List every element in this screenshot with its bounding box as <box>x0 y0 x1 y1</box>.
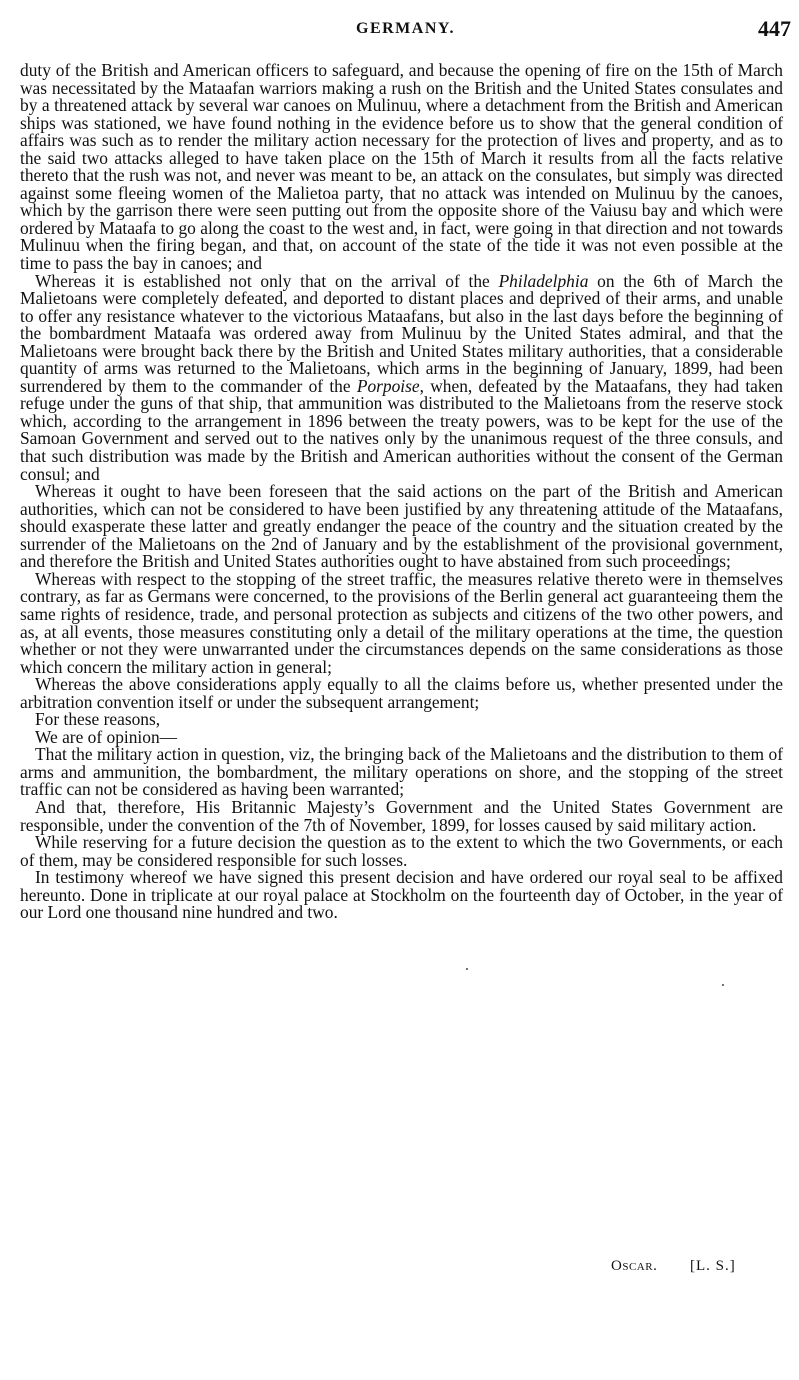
paragraph-text: Whereas with respect to the stopping of the street traffic, the measures relative thereto were in themselves contrary, as far as Germans were concerned, to the provisions of the Berlin general act guaranteeing them the same rights of residence, trade, and personal protection as subjects and citizens of the two other powers, and as, at all events, those measures constituting only a detail of the military operations at the time, the question whether or not they were unwarranted under the circumstances depends on the same considerations as those which concern the military action in general; <box>20 568 783 677</box>
running-title: GERMANY. <box>356 20 455 37</box>
paragraph-text: duty of the British and American officers to safeguard, and because the opening of fire on the 15th of March was necessitated by the Mataafan warriors making a rush on the British and the United States consulates and by a threatened attack by several war canoes on Mulinuu, where a detachment from the British and American ships was stationed, we have found nothing in the evidence before us to show that the general condition of affairs was such as to render the military action necessary for the protection of lives and property, and as to the said two attacks alleged to have taken place on the 15th of March it results from all the facts relative thereto that the rush was not, and never was meant to be, an attack on the consulates, but simply was directed against some fleeing women of the Malietoa party, that no attack was intended on Mulinuu by the canoes, which by the garrison there were seen putting out from the opposite shore of the Vaiusu bay and which were ordered by Mataafa to go along the coast to the west and, in fact, were going in that direction and not towards Mulinuu when the firing began, and that, on account of the state of the tide it was not even possible at the time to pass the bay in canoes; and <box>20 60 783 274</box>
paragraph-text: Whereas the above considerations apply equally to all the claims before us, whether presented under the arbitration convention itself or under the subsequent arrangement; <box>20 674 783 712</box>
paragraph <box>20 869 783 922</box>
signatory-name: Oscar. <box>611 1258 658 1274</box>
paragraph <box>20 270 783 484</box>
paragraph <box>20 62 783 273</box>
paragraph <box>20 746 783 799</box>
paragraph-text: We are of opinion— <box>35 726 178 747</box>
italic-text: Porpoise <box>356 375 420 396</box>
paragraph <box>20 676 783 711</box>
paragraph <box>20 568 783 677</box>
paragraph <box>20 796 783 835</box>
paragraph-text: Whereas it is established not only that on the arrival of the <box>35 270 499 291</box>
paragraph-text: For these reasons, <box>35 709 161 730</box>
scan-speck <box>722 984 724 986</box>
italic-text: Philadelphia <box>498 270 589 291</box>
paragraph-text: In testimony whereof we have signed this present decision and have ordered our royal seal to be affixed hereunto. Done in triplicate at our royal palace at Stockholm on the fourteenth day of October, in the year of our Lord one thousand nine hundred and two. <box>20 867 783 923</box>
paragraph <box>20 483 783 571</box>
paragraph-text: While reserving for a future decision the question as to the extent to which the two Governments, or each of them, may be considered responsible for such losses. <box>20 832 783 870</box>
paragraph-text: Whereas it ought to have been foreseen that the said actions on the part of the British and American authorities, which can not be considered to have been justified by any threatening attitude of the Mataafans, should exasperate these latter and greatly endanger the peace of the country and the situation created by the surrender of the Malietoans on the 2nd of January and by the establishment of the provisional government, and therefore the British and United States authorities ought to have abstained from such proceedings; <box>20 481 783 572</box>
paragraph <box>20 834 783 869</box>
paragraph-text: That the military action in question, viz, the bringing back of the Malietoans and the distribution to them of arms and ammunition, the bombardment, the military operations on shore, and the stopping of the street traffic can not be considered as having been warranted; <box>20 744 783 800</box>
signature-block <box>0 1258 799 1280</box>
scan-speck <box>466 968 468 970</box>
seal-mark: [L. S.] <box>690 1258 736 1274</box>
page-number: 447 <box>758 16 791 41</box>
body-text <box>20 62 783 922</box>
paragraph-text: , when, defeated by the Mataafans, they had taken refuge under the guns of that ship, that ammunition was distributed to the Malietoans from the reserve stock which, according to the arrangement in 1896 between the treaty powers, was to be kept for the use of the Samoan Government and served out to the natives only by the unanimous request of the three consuls, and that such distribution was made by the British and American authorities without the consent of the German consul; and <box>20 375 783 484</box>
paragraph-text: And that, therefore, His Britannic Majesty’s Government and the United States Government are responsible, under the convention of the 7th of November, 1899, for losses caused by said military action. <box>20 796 783 835</box>
running-head <box>0 16 799 44</box>
paragraph-text: on the 6th of March the Malietoans were completely defeated, and deported to distant places and deprived of their arms, and unable to offer any resistance whatever to the victorious Mataafans, but also in the last days before the beginning of the bombardment Mataafa was ordered away from Mulinuu by the United States admiral, and that the Malietoans were brought back there by the British and United States military authorities, that a considerable quantity of arms was returned to the Malietoans, which arms in the beginning of January, 1899, had been surrendered by them to the commander of the <box>20 270 783 396</box>
